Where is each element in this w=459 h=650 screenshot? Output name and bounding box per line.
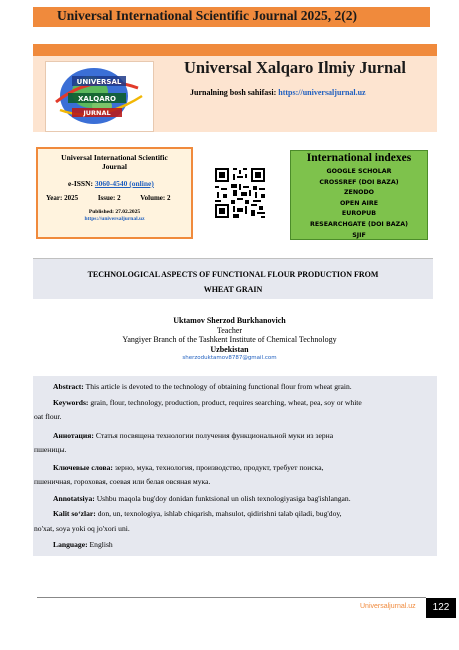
issn-link[interactable]: 3060-4540 (online) [94, 179, 154, 188]
uz-abstract-paragraph [53, 492, 351, 505]
uz-keywords-text: don, un, texnologiya, ishlab chiqarish, mahsulot, qidirishni talab qiladi, bug'doy, [97, 509, 342, 518]
author-country: Uzbekistan [210, 344, 249, 354]
ru-abstract-text: Статья посвящена технологии получения функциональной муки из зерна [95, 431, 334, 440]
issue-row [46, 194, 189, 202]
ru-keywords-line-2: пшеничная, гороховая, соевая или белая овсяная мука. [34, 477, 211, 486]
abstract-block [33, 376, 437, 556]
index-item[interactable]: RESEARCHGATE (DOI BAZA) [310, 220, 408, 228]
ru-abstract-line-1 [53, 429, 333, 442]
running-header-bar [33, 7, 430, 27]
author-email[interactable]: sherzoduktamov8787@gmail.com [182, 355, 277, 361]
info-journal-name: Universal International Scientific Journal [61, 153, 168, 171]
issn-line [68, 179, 154, 188]
published-date: Published: 27.02.2025 [88, 209, 141, 215]
index-item[interactable]: CROSSREF (DOI BAZA) [319, 178, 399, 186]
running-header-text: Universal International Scientific Journal 2025, 2(2) [57, 8, 357, 23]
ru-keywords-text: зерно, мука, технология, производство, продукт, требует поиска, [114, 463, 324, 472]
footer-divider [37, 597, 426, 598]
ru-abstract-label: Аннотация: [53, 431, 94, 440]
journal-logo [45, 61, 154, 132]
keywords-line-1 [53, 396, 362, 409]
indexes-list [291, 167, 427, 241]
uz-keywords-label: Kalit so‘zlar: [53, 509, 96, 518]
ru-keywords-label: Ключевые слова: [53, 463, 113, 472]
uz-abstract-label: Annotatsiya: [53, 494, 95, 503]
ru-keywords-line-1 [53, 461, 324, 474]
uz-keywords-line-2: no'xat, soya yoki oq jo'xori uni. [34, 524, 130, 533]
year: Year: 2025 [46, 194, 79, 202]
author-affiliation: Yangiyer Branch of the Tashkent Institute of Chemical Technology [122, 335, 337, 344]
info-url[interactable]: https://universaljurnal.uz [84, 216, 145, 222]
keywords-text: grain, flour, technology, production, product, requires searching, wheat, pea, soy or white [90, 398, 362, 407]
header-stripe [33, 44, 437, 56]
author-name: Uktamov Sherzod Burkhanovich [173, 316, 286, 325]
language-label: Language: [53, 540, 88, 549]
index-item[interactable]: EUROPUB [341, 210, 377, 218]
page-number: 122 [426, 598, 456, 618]
uz-keywords-line-1 [53, 507, 342, 520]
article-title-line-1: TECHNOLOGICAL ASPECTS OF FUNCTIONAL FLOUR PRODUCTION FROM [87, 270, 379, 279]
author-position: Teacher [216, 325, 243, 335]
abstract-paragraph [53, 380, 352, 393]
author-block [0, 316, 459, 364]
ru-abstract-line-2: пшеницы. [34, 445, 67, 454]
abstract-label: Abstract: [53, 382, 84, 391]
article-title-line-2: WHEAT GRAIN [203, 285, 263, 294]
logo-text-1: UNIVERSAL [76, 78, 122, 86]
footer-url[interactable]: Universaljurnal.uz [360, 603, 416, 610]
keywords-label: Keywords: [53, 398, 89, 407]
homepage-line [190, 88, 366, 97]
language-value: English [89, 540, 113, 549]
index-item[interactable]: OPEN AIRE [339, 199, 379, 207]
article-title [33, 267, 433, 297]
article-title-band [33, 259, 433, 299]
published-block [38, 209, 191, 223]
language-line [53, 538, 113, 551]
international-indexes-box [290, 150, 428, 240]
issn-label: e-ISSN: [68, 179, 94, 188]
journal-title: Universal Xalqaro Ilmiy Jurnal [184, 58, 407, 77]
indexes-heading: International indexes [306, 152, 412, 164]
logo-text-3: JURNAL [83, 109, 111, 117]
qr-code [213, 166, 267, 220]
journal-info-box [36, 147, 193, 239]
index-item[interactable]: SJIF [352, 231, 366, 239]
index-item[interactable]: ZENODO [343, 189, 375, 197]
homepage-link[interactable]: https://universaljurnal.uz [278, 88, 366, 97]
homepage-label: Jurnalning bosh sahifasi: [190, 88, 277, 97]
keywords-line-2: oat flour. [34, 412, 62, 421]
uz-abstract-text: Ushbu maqola bug'doy donidan funktsional un olish texnologiyasiga bag'ishlangan. [96, 494, 351, 503]
abstract-text: This article is devoted to the technology of obtaining functional flour from wheat grain. [85, 382, 352, 391]
logo-text-2: XALQARO [78, 95, 116, 103]
volume: Volume: 2 [140, 194, 171, 202]
index-item[interactable]: GOOGLE SCHOLAR [326, 168, 392, 175]
issue: Issue: 2 [97, 194, 121, 202]
